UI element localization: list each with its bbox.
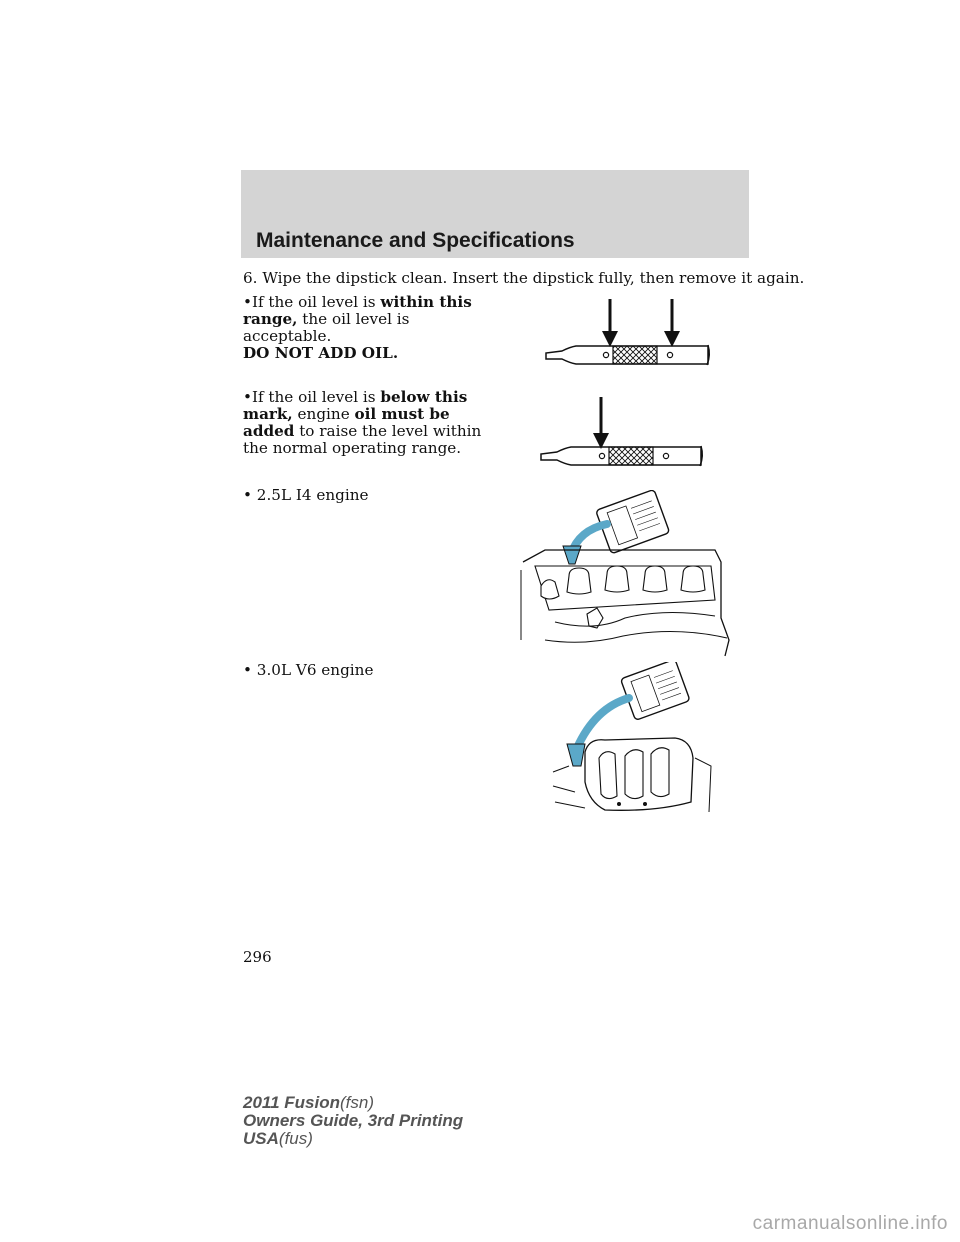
section-title: Maintenance and Specifications [256,229,575,252]
bullet-below-mark: •If the oil level is below this mark, engine oil must be added to raise the level within the normal operating range. [243,388,482,457]
dipstick-low-illustration [535,395,715,470]
watermark: carmanualsonline.info [752,1213,948,1234]
oil-fill-i4-engine-illustration [515,490,745,660]
bullet-within-range: •If the oil level is within this range, the oil level is acceptable. DO NOT ADD OIL. [243,293,472,362]
bullet-i4-engine: • 2.5L I4 engine [243,486,369,504]
document-footer: 2011 Fusion(fsn) Owners Guide, 3rd Printing USA(fus) [243,1093,464,1148]
dipstick-range-illustration [540,295,720,370]
step-6-text: 6. Wipe the dipstick clean. Insert the dipstick fully, then remove it again. [243,269,805,287]
bullet-v6-engine: • 3.0L V6 engine [243,661,374,679]
oil-fill-v6-engine-illustration [545,662,715,822]
page-number: 296 [243,948,272,966]
